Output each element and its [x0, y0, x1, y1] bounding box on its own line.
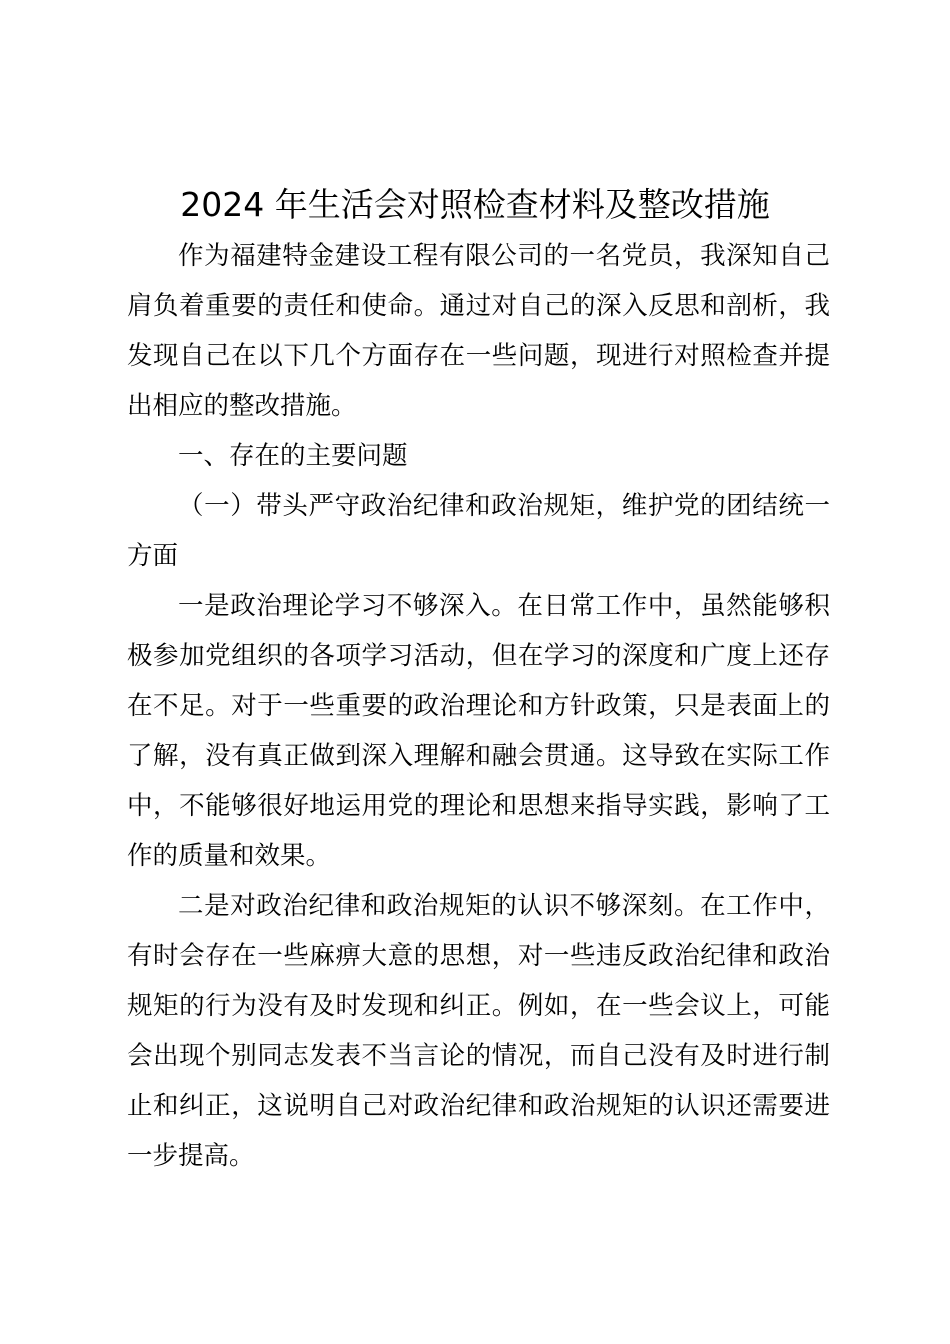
intro-paragraph: 作为福建特金建设工程有限公司的一名党员，我深知自己肩负着重要的责任和使命。通过对自己的深入反思和剖析，我发现自己在以下几个方面存在一些问题，现进行对照检查并提出相应的整改措施。 [127, 241, 830, 421]
document-title: 2024 年生活会对照检查材料及整改措施 [180, 185, 770, 224]
issue-paragraph-1: 一是政治理论学习不够深入。在日常工作中，虽然能够积极参加党组织的各项学习活动，但在学习的深度和广度上还存在不足。对于一些重要的政治理论和方针政策，只是表面上的了解，没有真正做到深入理解和融会贯通。这导致在实际工作中，不能够很好地运用党的理论和思想来指导实践，影响了工作的质量和效果。 [127, 591, 830, 871]
issue-paragraph-2: 二是对政治纪律和政治规矩的认识不够深刻。在工作中，有时会存在一些麻痹大意的思想，对一些违反政治纪律和政治规矩的行为没有及时发现和纠正。例如，在一些会议上，可能会出现个别同志发表不当言论的情况，而自己没有及时进行制止和纠正，这说明自己对政治纪律和政治规矩的认识还需要进一步提高。 [127, 891, 830, 1171]
document-body [127, 231, 830, 1181]
section-heading: 一、存在的主要问题 [178, 441, 408, 471]
subsection-heading: （一）带头严守政治纪律和政治规矩，维护党的团结统一方面 [127, 491, 830, 571]
